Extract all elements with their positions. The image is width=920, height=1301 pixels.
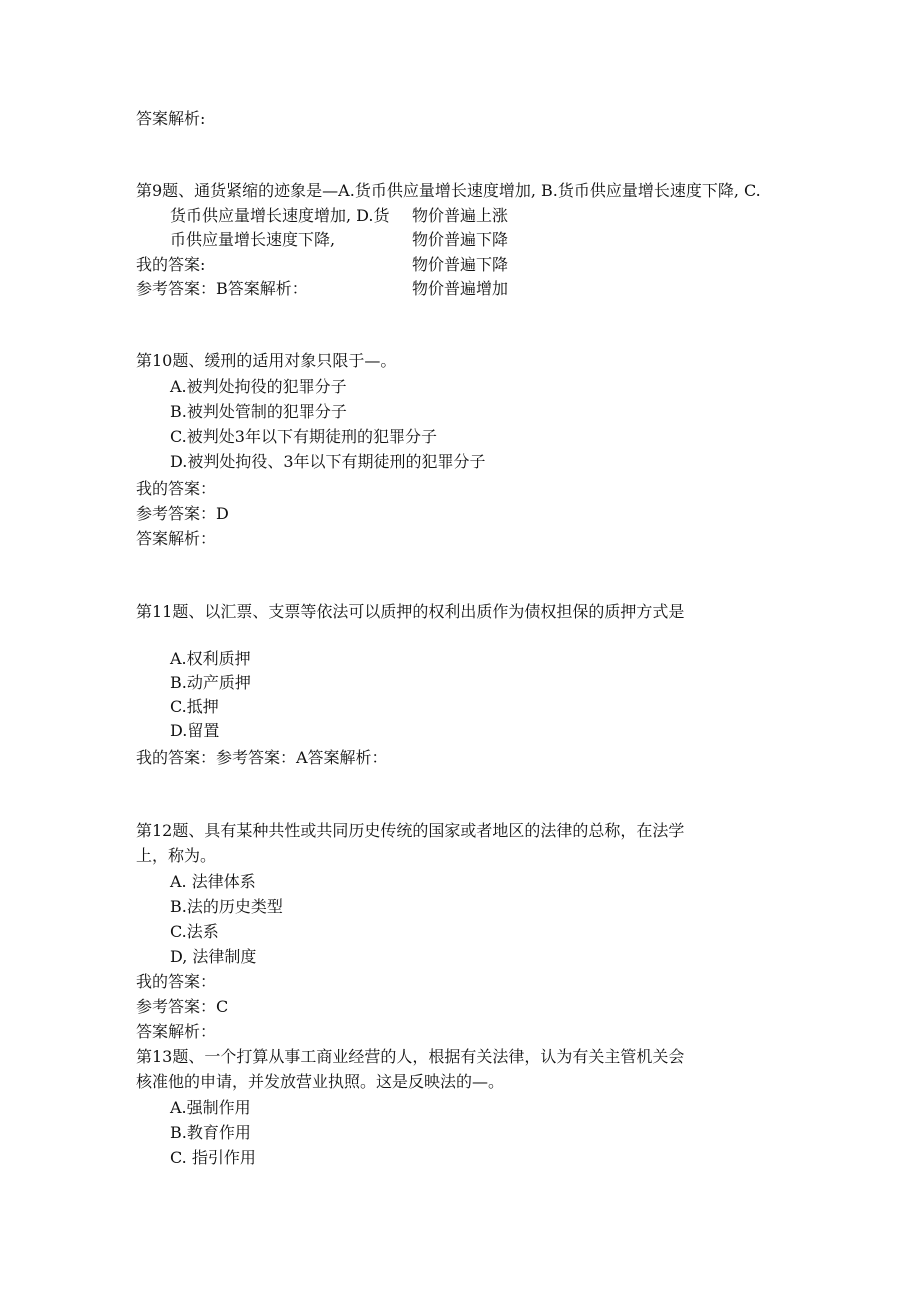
option-b: B.动产质押 — [170, 673, 251, 692]
question-10-line: 第10题、缓刑的适用对象只限于—。 — [136, 351, 397, 370]
text-line: 物价普遍下降 — [412, 230, 509, 249]
option-b: B.教育作用 — [170, 1123, 251, 1142]
my-answer-label: 我的答案： — [136, 972, 217, 991]
option-d: D.留置 — [170, 721, 220, 740]
option-a: A.被判处拘役的犯罪分子 — [170, 377, 347, 396]
reference-answer: 参考答案：D — [136, 504, 229, 523]
question-13-line: 第13题、一个打算从事工商业经营的人，根据有关法律，认为有关主管机关会 — [136, 1047, 685, 1066]
text-line: 核准他的申请，并发放营业执照。这是反映法的—。 — [136, 1072, 505, 1091]
question-9-line: 第9题、通货紧缩的迹象是—A.货币供应量增长速度增加, B.货币供应量增长速度下降, C. — [136, 181, 761, 200]
my-answer-label: 我的答案: — [136, 255, 206, 274]
option-a: A.权利质押 — [170, 649, 251, 668]
option-b: B.被判处管制的犯罪分子 — [170, 402, 347, 421]
option-b: B.法的历史类型 — [170, 897, 283, 916]
text-line: 币供应量增长速度下降, — [170, 230, 336, 249]
option-a: A.强制作用 — [170, 1098, 251, 1117]
option-c: C.抵押 — [170, 697, 219, 716]
text-line: 物价普遍增加 — [412, 279, 509, 298]
answer-summary: 我的答案：参考答案：A答案解析： — [136, 748, 388, 767]
my-answer-label: 我的答案： — [136, 479, 217, 498]
answer-analysis-label: 答案解析： — [136, 1022, 217, 1041]
option-c: C.被判处3年以下有期徒刑的犯罪分子 — [170, 427, 437, 446]
text-line: 答案解析: — [136, 109, 206, 128]
text-line: 上，称为。 — [136, 846, 217, 865]
option-c: C.法系 — [170, 922, 219, 941]
option-d: D, 法律制度 — [170, 947, 257, 966]
reference-answer: 参考答案：B答案解析： — [136, 279, 308, 298]
text-line: 物价普遍上涨 — [412, 206, 509, 225]
reference-answer: 参考答案：C — [136, 997, 229, 1016]
text-line: 物价普遍下降 — [412, 255, 509, 274]
question-11-line: 第11题、以汇票、支票等依法可以质押的权利出质作为债权担保的质押方式是 — [136, 602, 685, 621]
option-c: C. 指引作用 — [170, 1148, 256, 1167]
answer-analysis-label: 答案解析： — [136, 529, 217, 548]
text-line: 货币供应量增长速度增加, D.货 — [170, 206, 390, 225]
option-d: D.被判处拘役、3年以下有期徒刑的犯罪分子 — [170, 452, 486, 471]
option-a: A. 法律体系 — [170, 872, 256, 891]
question-12-line: 第12题、具有某种共性或共同历史传统的国家或者地区的法律的总称，在法学 — [136, 821, 685, 840]
